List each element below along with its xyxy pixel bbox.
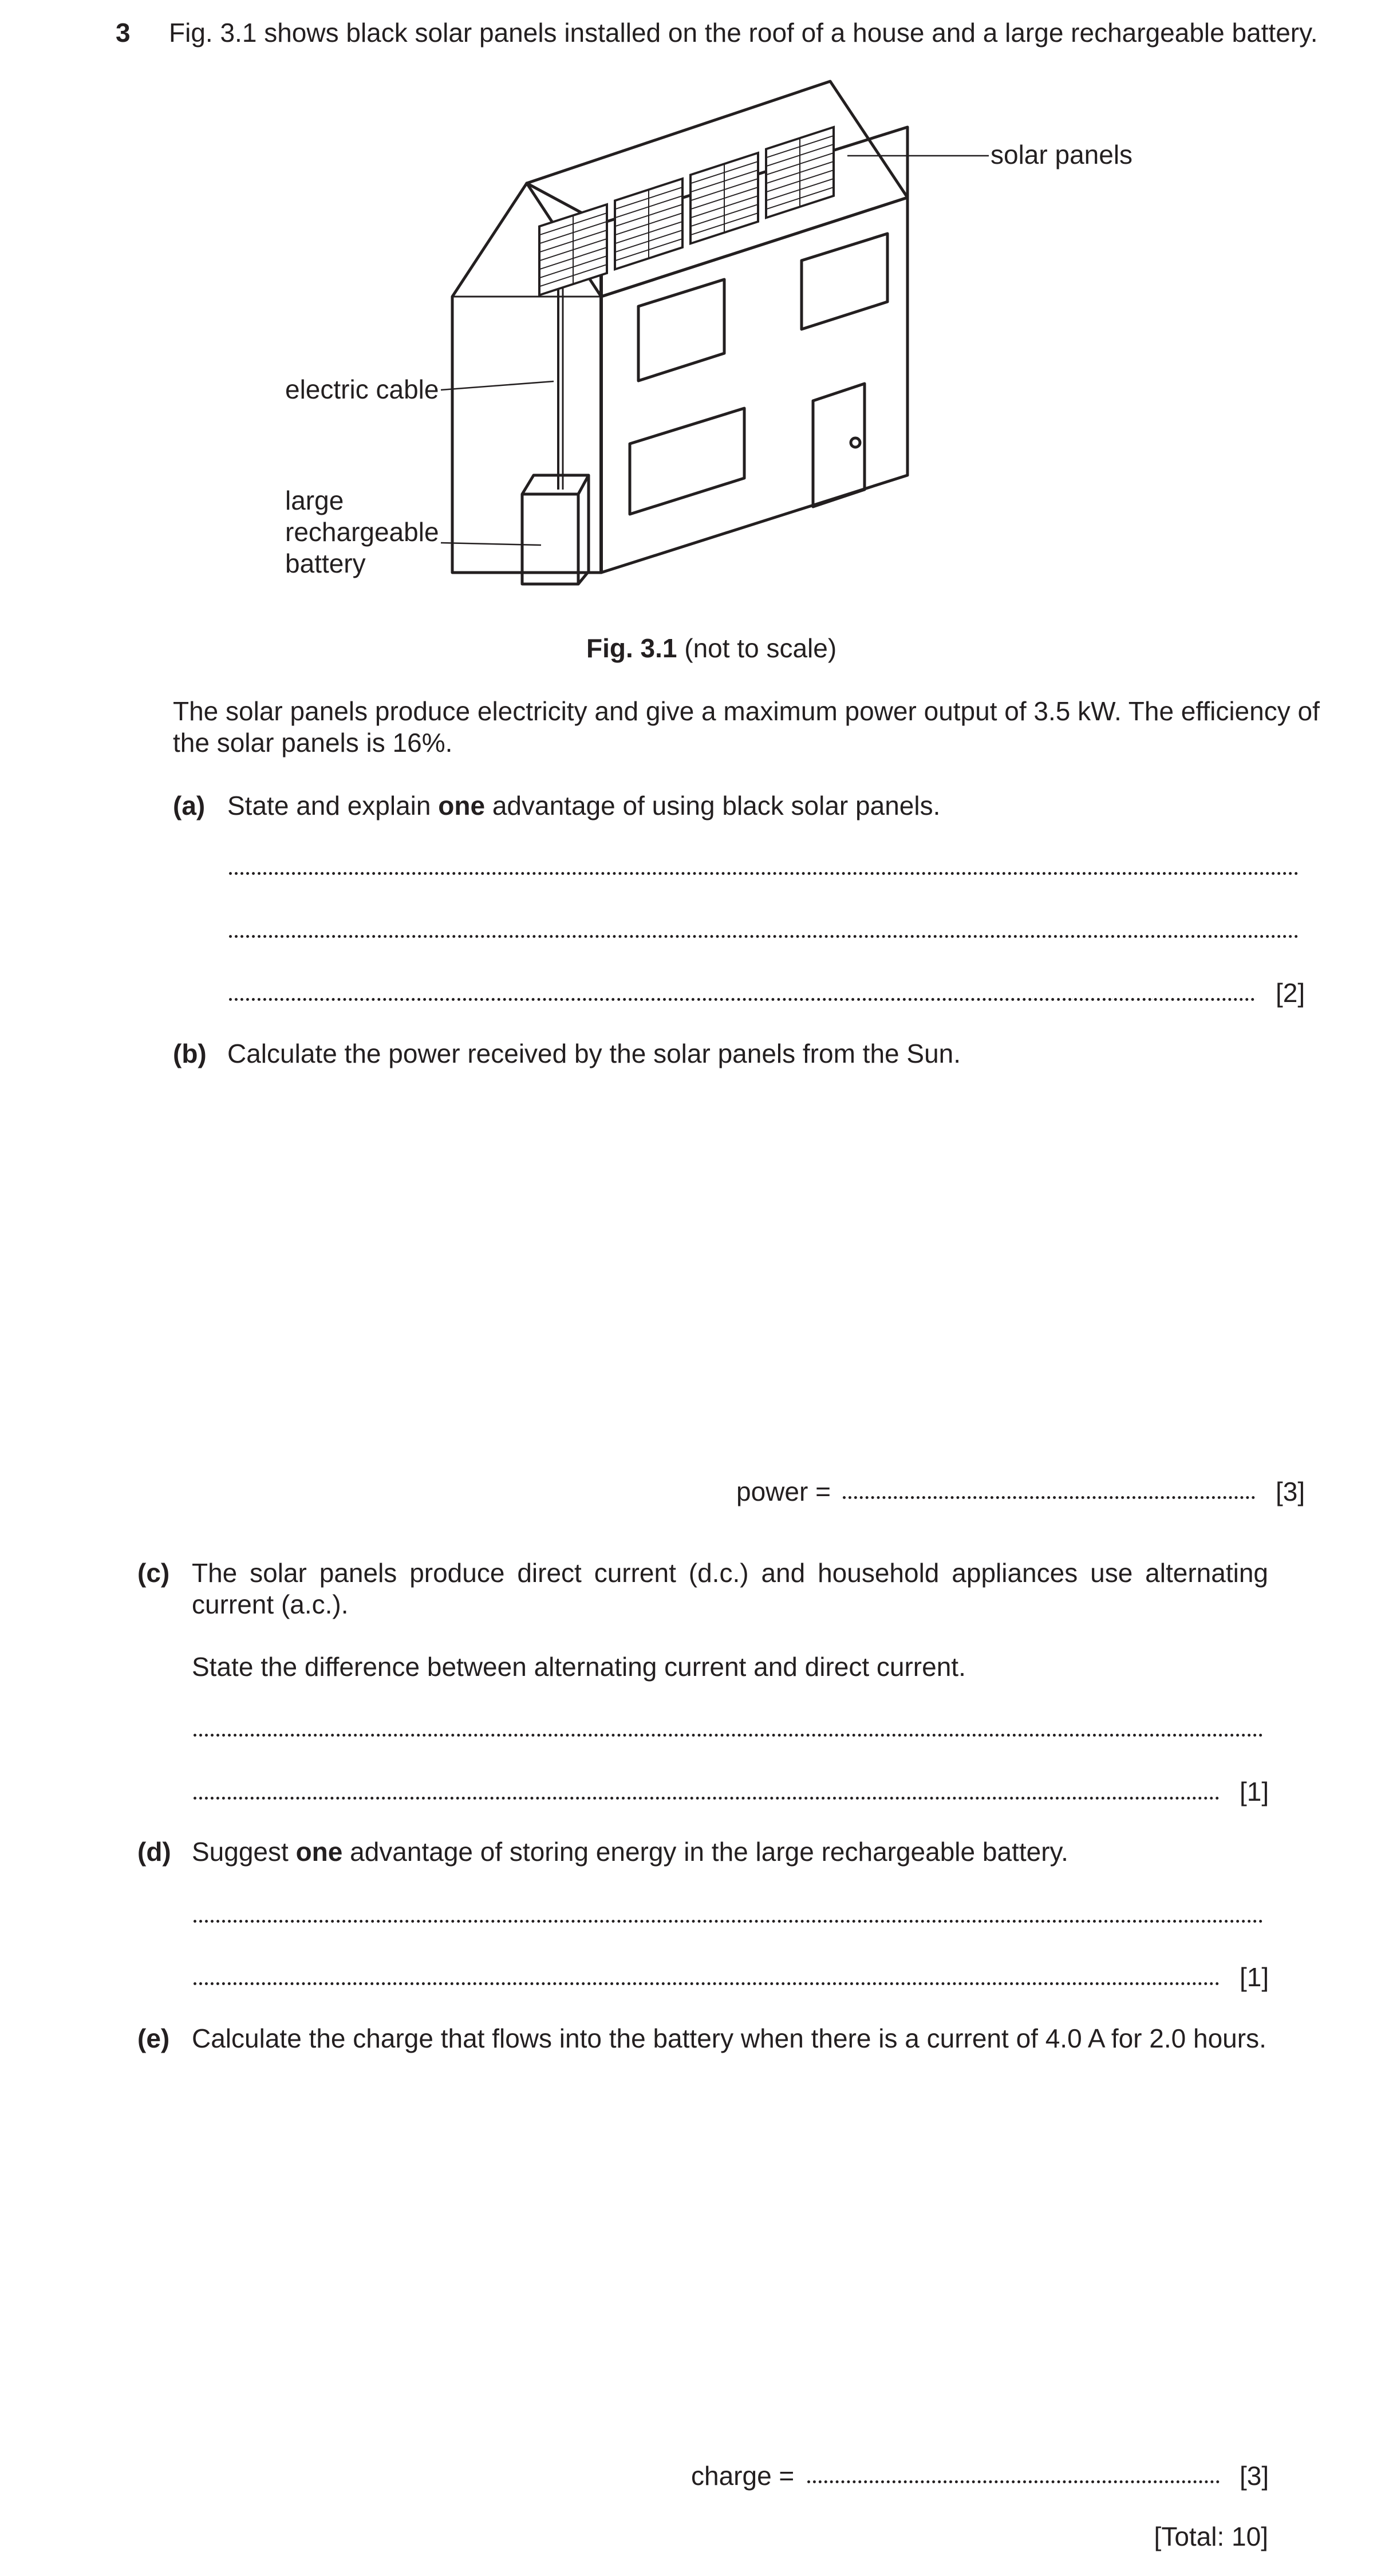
power-answer-label: power = xyxy=(736,1477,831,1506)
question-number: 3 xyxy=(116,18,131,48)
part-c-question-line: The solar panels produce direct current (d.c.) and household appliances use alternating xyxy=(192,1558,1268,1588)
part-c-label: (c) xyxy=(137,1558,170,1588)
part-c-question-line: current (a.c.). xyxy=(192,1589,349,1619)
marks-badge: [1] xyxy=(1240,1777,1269,1806)
answer-line[interactable] xyxy=(194,1920,1263,1923)
part-a-text: advantage of using black solar panels. xyxy=(485,791,941,820)
answer-line[interactable] xyxy=(194,1734,1263,1737)
marks-badge: [2] xyxy=(1276,978,1305,1008)
charge-answer-line[interactable] xyxy=(807,2480,1220,2483)
solar-panel xyxy=(766,127,834,218)
part-a-text: State and explain xyxy=(227,791,439,820)
answer-line[interactable] xyxy=(229,872,1299,875)
label-battery-line: battery xyxy=(285,549,366,578)
battery-leader xyxy=(441,543,541,545)
part-a-question xyxy=(227,790,940,822)
part-c-instruction: State the difference between alternating current and direct current. xyxy=(192,1652,966,1682)
part-e-label: (e) xyxy=(137,2023,170,2053)
answer-line[interactable] xyxy=(229,998,1255,1001)
part-d-text: Suggest xyxy=(192,1837,296,1867)
part-b-label: (b) xyxy=(173,1039,207,1068)
electric-cable-leader xyxy=(441,381,554,390)
marks-badge: [3] xyxy=(1276,1477,1305,1506)
part-e-question: Calculate the charge that flows into the battery when there is a current of 4.0 A for 2.0 hours. xyxy=(192,2023,1266,2053)
solar-panel xyxy=(690,153,758,243)
solar-panel xyxy=(615,179,682,269)
part-d-question xyxy=(192,1836,1068,1868)
answer-line[interactable] xyxy=(194,1797,1220,1800)
stem-line: the solar panels is 16%. xyxy=(173,728,453,758)
solar-house-diagram xyxy=(275,74,1157,590)
marks-badge: [1] xyxy=(1240,1962,1269,1992)
figure-caption xyxy=(586,633,836,664)
part-d-text: advantage of storing energy in the large rechargeable battery. xyxy=(342,1837,1068,1867)
window xyxy=(802,234,887,329)
stem-line: The solar panels produce electricity and give a maximum power output of 3.5 kW. The efficiency of xyxy=(173,696,1320,726)
window xyxy=(630,408,744,514)
marks-badge: [3] xyxy=(1240,2461,1269,2491)
power-answer-line[interactable] xyxy=(843,1496,1255,1499)
part-d-label: (d) xyxy=(137,1837,171,1867)
label-solar-panels: solar panels xyxy=(991,140,1133,169)
figure-caption-number: Fig. 3.1 xyxy=(586,633,677,663)
door xyxy=(813,384,865,507)
part-a-label: (a) xyxy=(173,791,206,820)
answer-line[interactable] xyxy=(194,1982,1220,1985)
window xyxy=(638,279,724,381)
part-b-question: Calculate the power received by the solar panels from the Sun. xyxy=(227,1039,961,1068)
question-intro: Fig. 3.1 shows black solar panels installed on the roof of a house and a large rechargeable battery. xyxy=(169,18,1318,48)
part-a-emphasis: one xyxy=(438,791,486,820)
charge-answer-label: charge = xyxy=(691,2461,795,2491)
figure-caption-note: (not to scale) xyxy=(677,633,837,663)
label-battery-line: large xyxy=(285,486,344,515)
total-marks: [Total: 10] xyxy=(1154,2522,1268,2551)
label-battery-line: rechargeable xyxy=(285,517,439,547)
answer-line[interactable] xyxy=(229,935,1299,938)
door-handle xyxy=(851,438,860,447)
label-electric-cable: electric cable xyxy=(285,374,439,404)
part-d-emphasis: one xyxy=(295,1837,343,1867)
